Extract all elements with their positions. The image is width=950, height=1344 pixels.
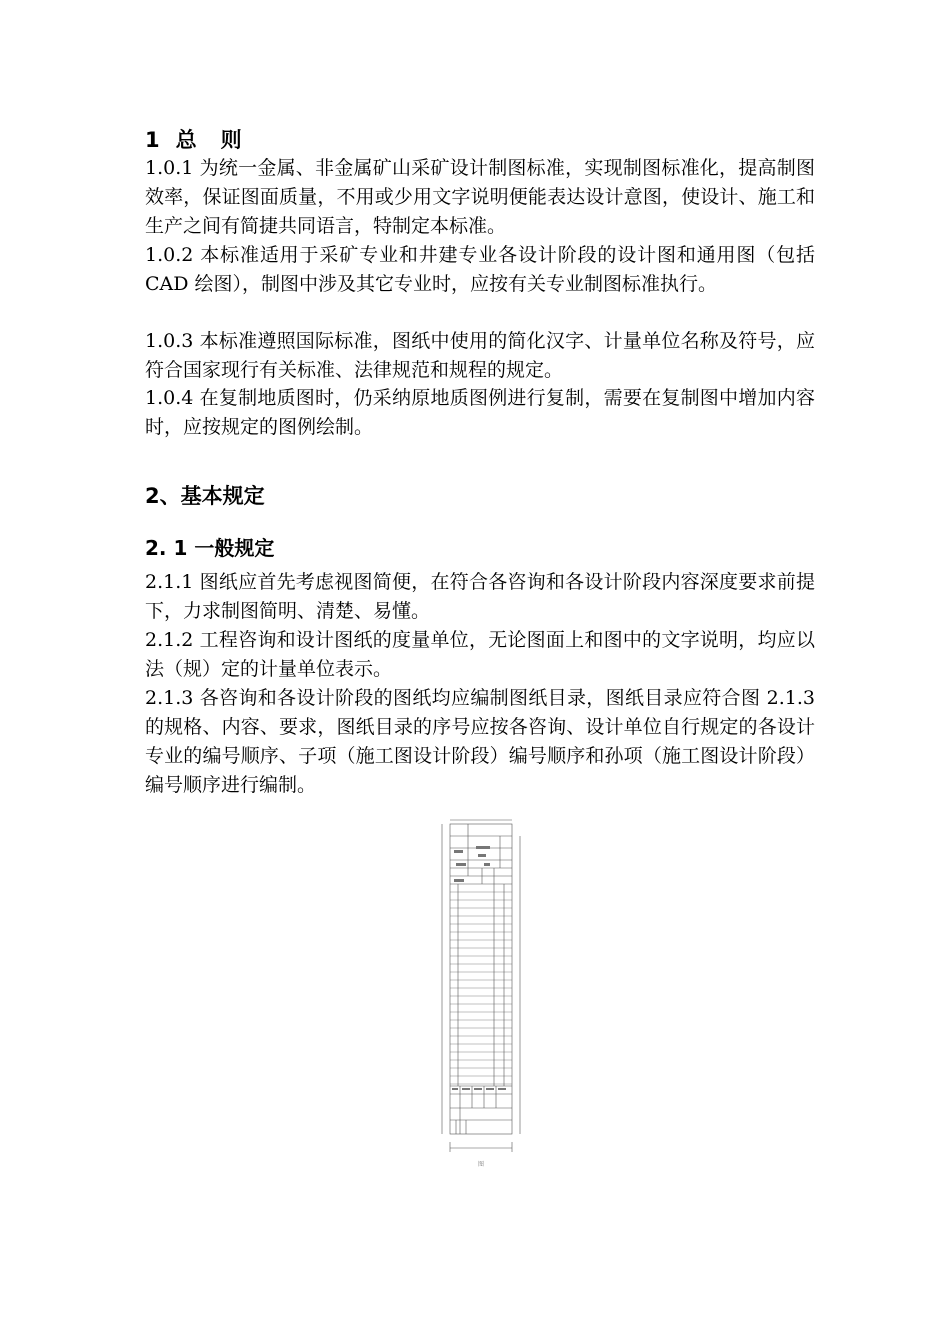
paragraph-2-1-2: 2.1.2 工程咨询和设计图纸的度量单位，无论图面上和图中的文字说明，均应以法（规）定的计量单位表示。: [145, 629, 815, 680]
drawing-index-figure: [438, 818, 538, 1170]
section-1-title-a: 总: [175, 128, 199, 152]
paragraph-2-1-1: 2.1.1 图纸应首先考虑视图简便，在符合各咨询和各设计阶段内容深度要求前提下，力求制图简明、清楚、易懂。: [145, 571, 815, 622]
paragraph-1-0-4: 1.0.4 在复制地质图时，仍采纳原地质图例进行复制，需要在复制图中增加内容时，应按规定的图例绘制。: [145, 387, 815, 438]
section-1-heading: [145, 124, 244, 154]
paragraph-1-0-2: 1.0.2 本标准适用于采矿专业和井建专业各设计阶段的设计图和通用图（包括 CAD 绘图），制图中涉及其它专业时，应按有关专业制图标准执行。: [145, 244, 815, 295]
section-2-1-heading: 2. 1 一般规定: [145, 536, 275, 560]
section-2-heading: 2、基本规定: [145, 484, 265, 508]
section-1-title-b: 则: [220, 128, 244, 152]
paragraph-1-0-1: 1.0.1 为统一金属、非金属矿山采矿设计制图标准，实现制图标准化，提高制图效率，保证图面质量，不用或少用文字说明便能表达设计意图，使设计、施工和生产之间有简捷共同语言，特制定本标准。: [145, 157, 815, 237]
section-1-number: 1: [145, 128, 162, 152]
drawing-index-table-graphic: [438, 818, 538, 1170]
paragraph-2-1-3: 2.1.3 各咨询和各设计阶段的图纸均应编制图纸目录，图纸目录应符合图 2.1.3 的规格、内容、要求，图纸目录的序号应按各咨询、设计单位自行规定的各设计专业的编号顺序、子项（施工图设计阶段）编号顺序和孙项（施工图设计阶段）编号顺序进行编制。: [145, 687, 815, 796]
paragraph-1-0-3: 1.0.3 本标准遵照国际标准，图纸中使用的简化汉字、计量单位名称及符号，应符合国家现行有关标准、法律规范和规程的规定。: [145, 330, 815, 381]
figure-caption: 图: [478, 1161, 485, 1168]
